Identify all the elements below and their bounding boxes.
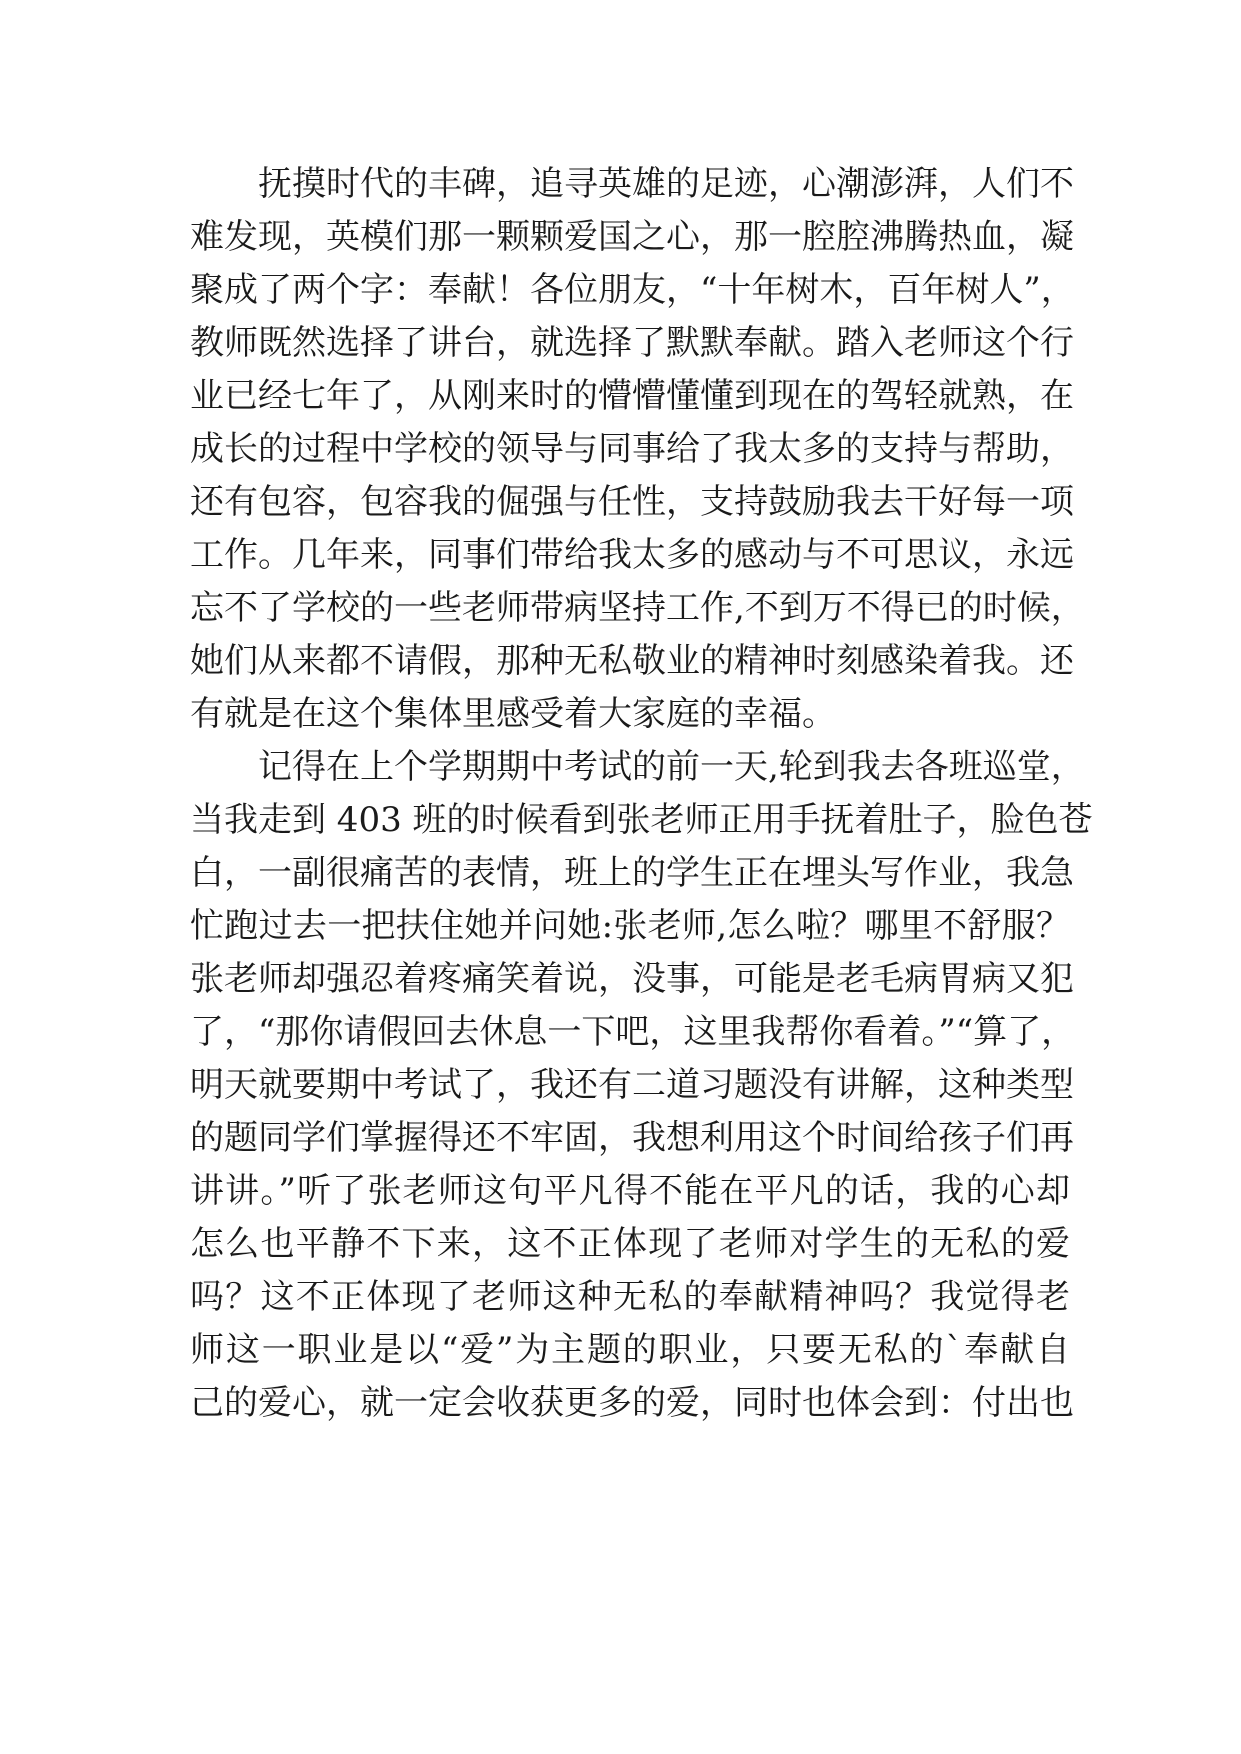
text-line: 还有包容，包容我的倔强与任性，支持鼓励我去干好每一项 (190, 482, 1074, 522)
text-line: 白，一副很痛苦的表情，班上的学生正在埋头写作业，我急 (190, 853, 1074, 893)
text-line: 己的爱心，就一定会收获更多的爱，同时也体会到：付出也 (190, 1383, 1074, 1423)
text-line: 怎么也平静不下来，这不正体现了老师对学生的无私的爱 (190, 1224, 1070, 1264)
paragraph-1 (190, 158, 1085, 741)
text-line: 抚摸时代的丰碑，追寻英雄的足迹，心潮澎湃，人们不 (258, 164, 1074, 204)
text-line: 聚成了两个字：奉献！各位朋友，“十年树木，百年树人”， (190, 270, 1075, 310)
text-line: 忙跑过去一把扶住她并问她:张老师,怎么啦？哪里不舒服？ (190, 906, 1070, 946)
text-line: 工作。几年来，同事们带给我太多的感动与不可思议，永远 (190, 535, 1074, 575)
text-line: 成长的过程中学校的领导与同事给了我太多的支持与帮助， (190, 429, 1074, 469)
text-line: 记得在上个学期期中考试的前一天,轮到我去各班巡堂， (258, 747, 1085, 787)
text-line: 的题同学们掌握得还不牢固，我想利用这个时间给孩子们再 (190, 1118, 1074, 1158)
text-line: 吗？这不正体现了老师这种无私的奉献精神吗？我觉得老 (190, 1277, 1070, 1317)
body-text (190, 158, 1093, 1430)
text-line: 讲讲。”听了张老师这句平凡得不能在平凡的话，我的心却 (190, 1171, 1070, 1211)
text-line: 业已经七年了，从刚来时的懵懵懂懂到现在的驾轻就熟，在 (190, 376, 1074, 416)
text-line: 当我走到 403 班的时候看到张老师正用手抚着肚子，脸色苍 (190, 800, 1093, 840)
text-line: 难发现，英模们那一颗颗爱国之心，那一腔腔沸腾热血，凝 (190, 217, 1074, 257)
text-line: 师这一职业是以“爱”为主题的职业，只要无私的`奉献自 (190, 1330, 1070, 1370)
text-line: 了，“那你请假回去休息一下吧，这里我帮你看着。”“算了， (190, 1012, 1076, 1052)
text-line: 明天就要期中考试了，我还有二道习题没有讲解，这种类型 (190, 1065, 1074, 1105)
text-line: 有就是在这个集体里感受着大家庭的幸福。 (190, 694, 836, 734)
text-line: 教师既然选择了讲台，就选择了默默奉献。踏入老师这个行 (190, 323, 1074, 363)
text-line: 忘不了学校的一些老师带病坚持工作,不到万不得已的时候， (190, 588, 1085, 628)
paragraph-2 (190, 741, 1093, 1430)
text-line: 她们从来都不请假，那种无私敬业的精神时刻感染着我。还 (190, 641, 1074, 681)
text-line: 张老师却强忍着疼痛笑着说，没事，可能是老毛病胃病又犯 (190, 959, 1074, 999)
